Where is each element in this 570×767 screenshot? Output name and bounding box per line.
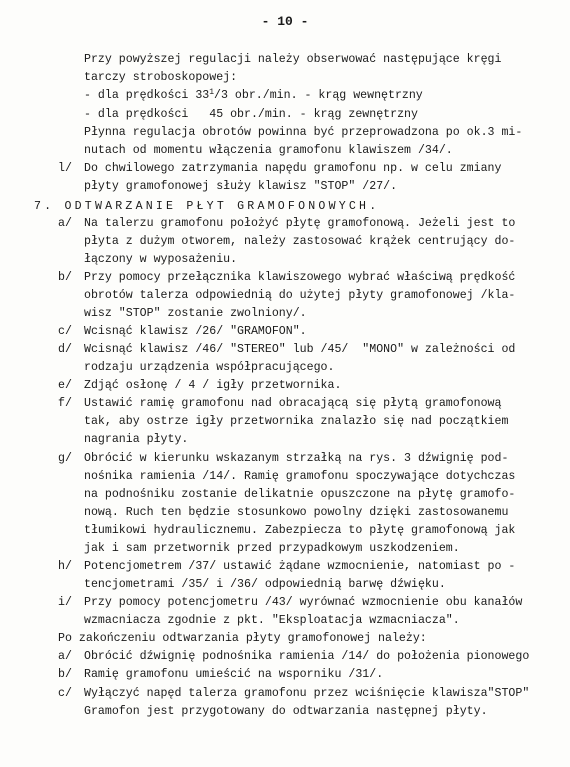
text-line: nagrania płyty. <box>84 433 189 446</box>
text-line: Przy pomocy potencjometru /43/ wyrównać wzmocnienie obu kanałów <box>84 596 523 609</box>
text-line: na podnośniku zostanie delikatnie opuszczone na płytę gramofo- <box>84 488 516 501</box>
item-label: d/ <box>58 343 72 356</box>
text-line: Przy powyższej regulacji należy obserwować następujące kręgi <box>84 53 502 66</box>
text-line: - dla prędkości 45 obr./min. - krąg zewnętrzny <box>84 108 418 121</box>
item-label: c/ <box>58 687 72 700</box>
text-line: Gramofon jest przygotowany do odtwarzania następnej płyty. <box>84 705 488 718</box>
text-line: łączony w wyposażeniu. <box>84 253 238 266</box>
text-fragment: /3 obr./min. - krąg wewnętrzny <box>214 89 423 102</box>
text-line: Do chwilowego zatrzymania napędu gramofonu np. w celu zmiany <box>84 162 502 175</box>
text-line: rodzaju urządzenia współpracującego. <box>84 361 335 374</box>
text-line: Potencjometrem /37/ ustawić żądane wzmocnienie, natomiast po - <box>84 560 516 573</box>
text-line: Przy pomocy przełącznika klawiszowego wybrać właściwą prędkość <box>84 271 516 284</box>
text-line: tłumikowi hydraulicznemu. Zabezpiecza to płytę gramofonową jak <box>84 524 516 537</box>
text-line: Ustawić ramię gramofonu nad obracającą się płytą gramofonową <box>84 397 502 410</box>
text-line: Wyłączyć napęd talerza gramofonu przez wciśnięcie klawisza"STOP" <box>84 687 530 700</box>
item-label: l/ <box>58 162 72 175</box>
text-line: tak, aby ostrze igły przetwornika znalazło się nad początkiem <box>84 415 509 428</box>
text-line: nutach od momentu włączenia gramofonu klawiszem /34/. <box>84 144 453 157</box>
item-label: f/ <box>58 397 72 410</box>
text-line: Po zakończeniu odtwarzania płyty gramofonowej należy: <box>58 632 427 645</box>
page-number: - 10 - <box>261 14 309 29</box>
text-line: płyty gramofonowej służy klawisz "STOP" /27/. <box>84 180 398 193</box>
item-label: c/ <box>58 325 72 338</box>
text-line: nośnika ramienia /14/. Ramię gramofonu spoczywające dotychczas <box>84 470 516 483</box>
text-line: płyta z dużym otworem, należy zastosować krążek centrujący do- <box>84 235 516 248</box>
item-label: h/ <box>58 560 72 573</box>
section-heading: 7. ODTWARZANIE PŁYT GRAMOFONOWYCH. <box>34 200 380 213</box>
text-line: obrotów talerza odpowiednią do użytej płyty gramofonowej /kla- <box>84 289 516 302</box>
item-label: i/ <box>58 596 72 609</box>
text-line: Obrócić dźwignię podnośnika ramienia /14/ do położenia pionowego <box>84 650 530 663</box>
text-line: wisz "STOP" zostanie zwolniony/. <box>84 307 307 320</box>
text-line <box>84 88 423 104</box>
text-line: nową. Ruch ten będzie stosunkowo powolny dzięki zastosowanemu <box>84 506 509 519</box>
item-label: e/ <box>58 379 72 392</box>
text-line: tarczy stroboskopowej: <box>84 71 238 84</box>
item-label: g/ <box>58 452 72 465</box>
item-label: a/ <box>58 650 72 663</box>
superscript: 1 <box>209 88 215 97</box>
text-fragment: - dla prędkości 33 <box>84 89 210 102</box>
text-line: Płynna regulacja obrotów powinna być przeprowadzona po ok.3 mi- <box>84 126 523 139</box>
text-line: Wcisnąć klawisz /26/ "GRAMOFON". <box>84 325 307 338</box>
text-line: Zdjąć osłonę / 4 / igły przetwornika. <box>84 379 342 392</box>
text-line: Na talerzu gramofonu położyć płytę gramofonową. Jeżeli jest to <box>84 217 516 230</box>
text-line: tencjometrami /35/ i /36/ odpowiednią barwę dźwięku. <box>84 578 446 591</box>
item-label: a/ <box>58 217 72 230</box>
text-line: wzmacniacza zgodnie z pkt. "Eksploatacja wzmacniacza". <box>84 614 460 627</box>
text-line: Ramię gramofonu umieścić na wsporniku /31/. <box>84 668 384 681</box>
item-label: b/ <box>58 271 72 284</box>
item-label: b/ <box>58 668 72 681</box>
text-line: Wcisnąć klawisz /46/ "STEREO" lub /45/ "MONO" w zależności od <box>84 343 516 356</box>
text-line: Obrócić w kierunku wskazanym strzałką na rys. 3 dźwignię pod- <box>84 452 509 465</box>
text-line: jak i sam przetwornik przed przypadkowym uszkodzeniem. <box>84 542 460 555</box>
